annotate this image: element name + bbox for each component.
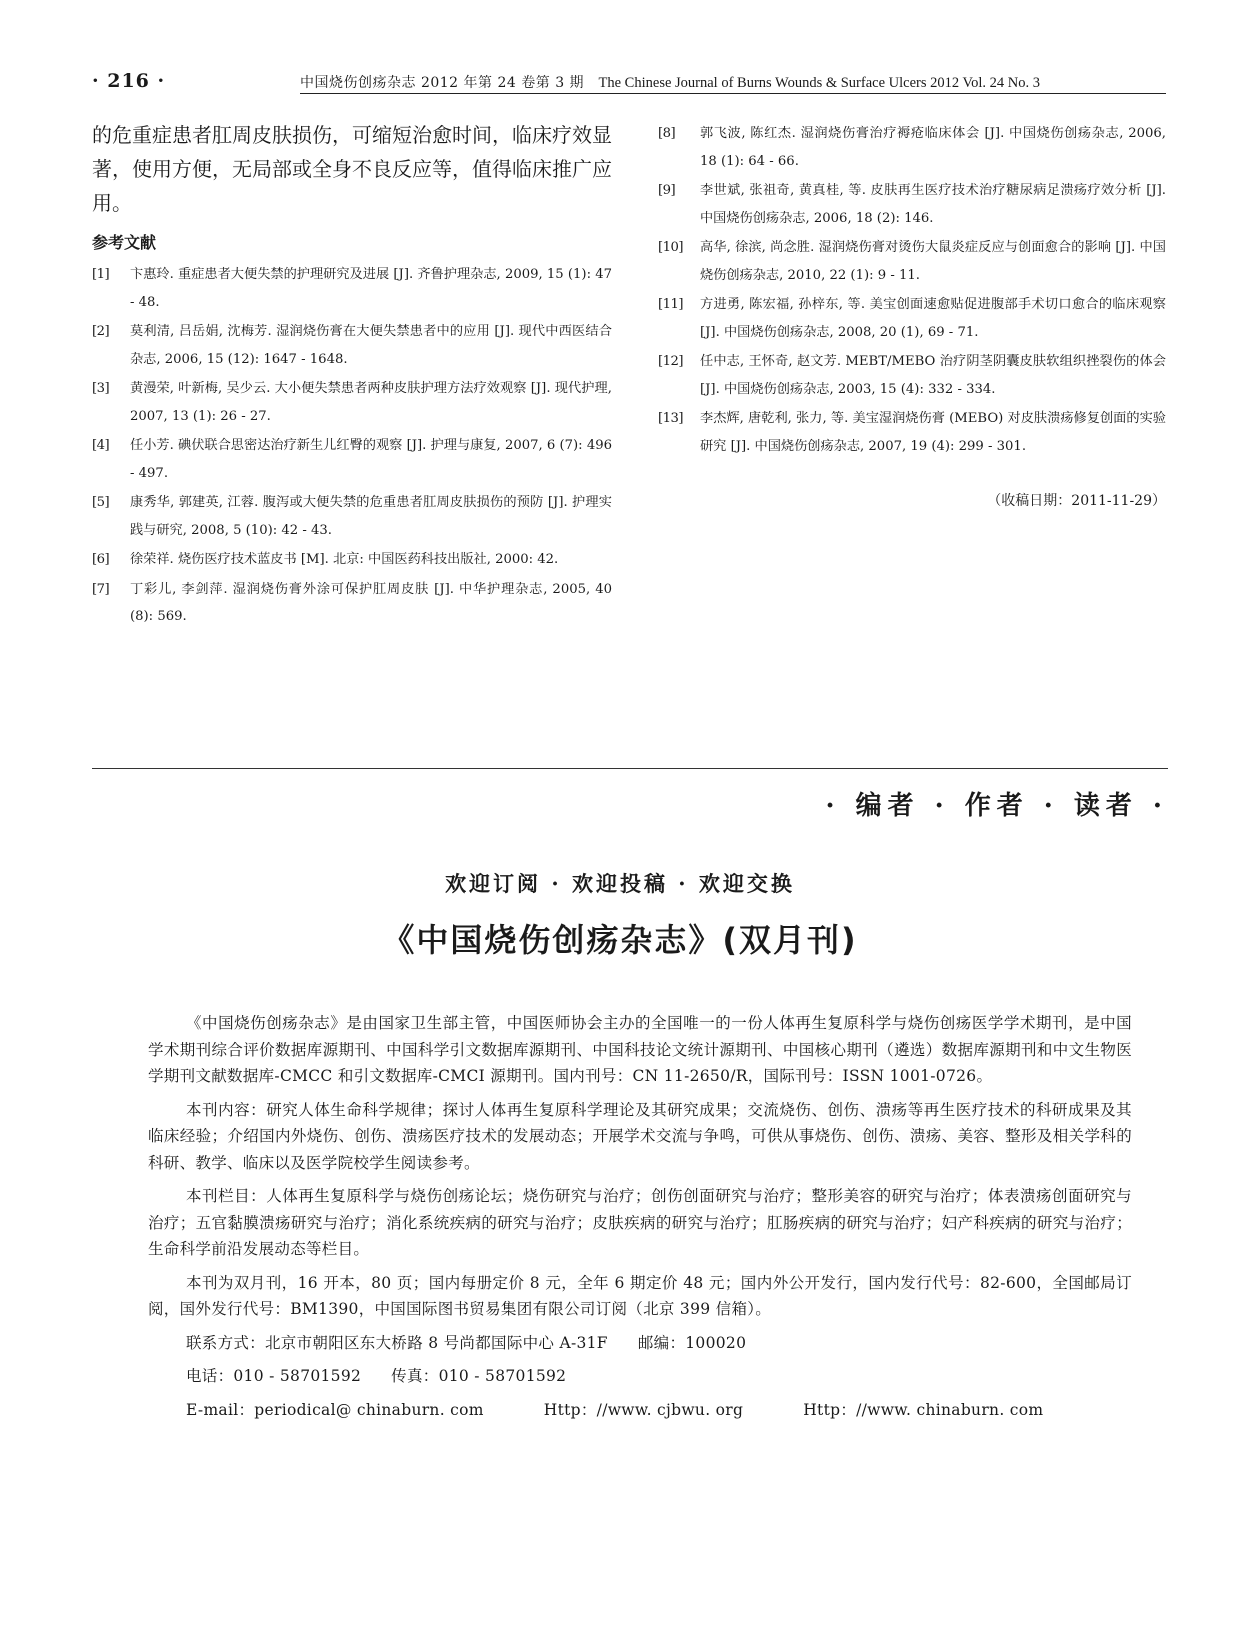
contact-fax: 传真：010 - 58701592 <box>391 1367 567 1385</box>
reference-text: 丁彩儿, 李剑萍. 湿润烧伤膏外涂可保护肛周皮肤 [J]. 中华护理杂志, 2005, 40 (8): 569. <box>130 581 612 624</box>
reference-text: 郭飞波, 陈红杰. 湿润烧伤膏治疗褥疮临床体会 [J]. 中国烧伤创疡杂志, 2006, 18 (1): 64 - 66. <box>700 126 1166 169</box>
left-column <box>92 118 612 633</box>
section-label: · 编者 · 作者 · 读者 · <box>825 791 1168 821</box>
reference-item <box>92 261 612 316</box>
reference-item <box>92 432 612 487</box>
ad-paragraph: 本刊为双月刊，16 开本，80 页；国内每册定价 8 元，全年 6 期定价 48 元；国内外公开发行，国内发行代号：82-600，全国邮局订阅，国外发行代号：BM1390，中国国际图书贸易集团有限公司订阅（北京 399 信箱）。 <box>148 1273 1132 1318</box>
page-number: · 216 · <box>92 70 166 92</box>
reference-text: 徐荣祥. 烧伤医疗技术蓝皮书 [M]. 北京: 中国医药科技出版社, 2000: 42. <box>130 552 559 567</box>
reference-number: [13] <box>658 411 684 426</box>
reference-text: 李世斌, 张祖奇, 黄真桂, 等. 皮肤再生医疗技术治疗糖尿病足溃疡疗效分析 [J]. 中国烧伤创疡杂志, 2006, 18 (2): 146. <box>700 183 1166 226</box>
reference-number: [3] <box>92 381 110 396</box>
ad-title: 《中国烧伤创疡杂志》(双月刊) <box>382 921 858 959</box>
reference-item <box>658 405 1166 460</box>
contact-website-1[interactable]: Http：//www. cjbwu. org <box>543 1400 744 1419</box>
reference-number: [2] <box>92 324 110 339</box>
ad-paragraph: 本刊栏目：人体再生复原科学与烧伤创疡论坛；烧伤研究与治疗；创伤创面研究与治疗；整形美容的研究与治疗；体表溃疡创面研究与治疗；五官黏膜溃疡研究与治疗；消化系统疾病的研究与治疗；皮肤疾病的研究与治疗；肛肠疾病的研究与治疗；妇产科疾病的研究与治疗；生命科学前沿发展动态等栏目。 <box>148 1187 1132 1258</box>
reference-list-left <box>92 261 612 631</box>
reference-text: 任小芳. 碘伏联合思密达治疗新生儿红臀的观察 [J]. 护理与康复, 2007, 6 (7): 496 - 497. <box>130 438 612 481</box>
reference-item <box>658 177 1166 232</box>
ad-paragraph: 《中国烧伤创疡杂志》是由国家卫生部主管，中国医师协会主办的全国唯一的一份人体再生复原科学与烧伤创疡医学学术期刊，是中国学术期刊综合评价数据库源期刊、中国科学引文数据库源期刊、中国科技论文统计源期刊、中国核心期刊（遴选）数据库源期刊和中文生物医学期刊文献数据库-CMCC 和引文数据库-CMCI 源期刊。国内刊号：CN 11-2650/R，国际刊号：ISSN 1001-0726。 <box>148 1014 1132 1085</box>
contact-website-2[interactable]: Http：//www. chinaburn. com <box>803 1400 1044 1419</box>
contact-phone: 电话：010 - 58701592 <box>186 1367 362 1385</box>
contact-address-line <box>186 1330 1132 1357</box>
reference-item <box>92 318 612 373</box>
reference-item <box>658 348 1166 403</box>
received-date: （收稿日期：2011-11-29） <box>987 493 1166 509</box>
reference-text: 任中志, 王怀奇, 赵文芳. MEBT/MEBO 治疗阴茎阴囊皮肤软组织挫裂伤的体会 [J]. 中国烧伤创疡杂志, 2003, 15 (4): 332 - 334. <box>700 354 1166 397</box>
reference-item <box>92 576 612 631</box>
reference-number: [8] <box>658 126 676 141</box>
ad-slogan: 欢迎订阅 · 欢迎投稿 · 欢迎交换 <box>445 871 795 896</box>
header-rule <box>300 93 1166 94</box>
right-column <box>658 120 1166 510</box>
reference-number: [10] <box>658 240 684 255</box>
ad-paragraph: 本刊内容：研究人体生命科学规律；探讨人体再生复原科学理论及其研究成果；交流烧伤、创伤、溃疡等再生医疗技术的科研成果及其临床经验；介绍国内外烧伤、创伤、溃疡医疗技术的发展动态；开展学术交流与争鸣，可供从事烧伤、创伤、溃疡、美容、整形及相关学科的科研、教学、临床以及医学院校学生阅读参考。 <box>148 1100 1132 1172</box>
reference-text: 李杰辉, 唐乾利, 张力, 等. 美宝湿润烧伤膏 (MEBO) 对皮肤溃疡修复创面的实验研究 [J]. 中国烧伤创疡杂志, 2007, 19 (4): 299 - 301. <box>700 411 1166 454</box>
contact-web-line <box>186 1397 1132 1424</box>
reference-text: 方进勇, 陈宏福, 孙梓东, 等. 美宝创面速愈贴促进腹部手术切口愈合的临床观察 [J]. 中国烧伤创疡杂志, 2008, 20 (1), 69 - 71. <box>700 297 1166 340</box>
reference-number: [11] <box>658 297 684 312</box>
section-divider <box>92 768 1168 769</box>
reference-list-right <box>658 120 1166 460</box>
reference-item <box>658 120 1166 175</box>
reference-number: [1] <box>92 267 110 282</box>
reference-item <box>92 489 612 544</box>
contact-phone-line <box>186 1363 1132 1390</box>
reference-number: [6] <box>92 552 110 567</box>
reference-item <box>92 375 612 430</box>
contact-postcode: 邮编：100020 <box>637 1333 747 1352</box>
journal-title-cn: 中国烧伤创疡杂志 2012 年第 24 卷第 3 期 <box>300 75 585 91</box>
running-header <box>300 72 1166 92</box>
reference-item <box>658 291 1166 346</box>
reference-number: [5] <box>92 495 110 510</box>
journal-title-en: The Chinese Journal of Burns Wounds & Surface Ulcers 2012 Vol. 24 No. 3 <box>598 75 1040 91</box>
reference-text: 高华, 徐滨, 尚念胜. 湿润烧伤膏对烫伤大鼠炎症反应与创面愈合的影响 [J]. 中国烧伤创疡杂志, 2010, 22 (1): 9 - 11. <box>700 240 1166 283</box>
reference-number: [4] <box>92 438 110 453</box>
reference-number: [9] <box>658 183 676 198</box>
reference-number: [12] <box>658 354 684 369</box>
reference-item <box>92 546 612 574</box>
ad-body <box>148 1010 1132 1430</box>
reference-item <box>658 234 1166 289</box>
contact-address: 联系方式：北京市朝阳区东大桥路 8 号尚都国际中心 A-31F <box>186 1333 608 1352</box>
references-heading: 参考文献 <box>92 233 157 252</box>
reference-text: 莫利清, 吕岳娟, 沈梅芳. 湿润烧伤膏在大便失禁患者中的应用 [J]. 现代中西医结合杂志, 2006, 15 (12): 1647 - 1648. <box>130 324 612 367</box>
reference-text: 康秀华, 郭建英, 江蓉. 腹泻或大便失禁的危重患者肛周皮肤损伤的预防 [J]. 护理实践与研究, 2008, 5 (10): 42 - 43. <box>130 495 612 538</box>
article-conclusion: 的危重症患者肛周皮肤损伤，可缩短治愈时间，临床疗效显著，使用方便，无局部或全身不良反应等，值得临床推广应用。 <box>92 123 612 215</box>
reference-text: 黄漫荣, 叶新梅, 吴少云. 大小便失禁患者两种皮肤护理方法疗效观察 [J]. 现代护理, 2007, 13 (1): 26 - 27. <box>130 381 612 424</box>
reference-text: 卞惠玲. 重症患者大便失禁的护理研究及进展 [J]. 齐鲁护理杂志, 2009, 15 (1): 47 - 48. <box>130 267 612 310</box>
contact-email[interactable]: E-mail：periodical@ chinaburn. com <box>186 1400 484 1419</box>
reference-number: [7] <box>92 581 110 597</box>
